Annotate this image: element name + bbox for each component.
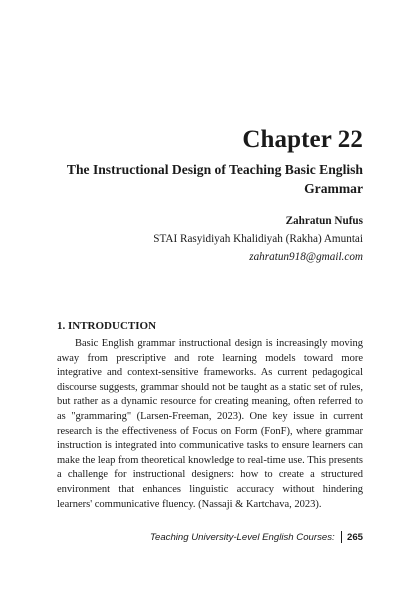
page-footer: [150, 531, 363, 543]
section-heading: 1. INTRODUCTION: [57, 320, 157, 332]
footer-divider: [341, 531, 342, 543]
chapter-subtitle: The Instructional Design of Teaching Basic English Grammar: [66, 162, 363, 196]
author-affiliation: STAI Rasyidiyah Khalidiyah (Rakha) Amuntai: [153, 233, 363, 245]
page-number: 265: [346, 531, 363, 543]
chapter-title: Chapter 22: [242, 126, 363, 153]
author-email: zahratun918@gmail.com: [249, 251, 363, 263]
author-block: [43, 212, 363, 266]
footer-book-title: Teaching University-Level English Courses:: [150, 531, 335, 543]
author-name: Zahratun Nufus: [285, 215, 363, 227]
introduction-paragraph: Basic English grammar instructional design is increasingly moving away from prescriptive and rote learning models toward more integrative and context-sensitive frameworks. As current pedagogical discourse suggests, grammar should not be taught as a static set of rules, but rather as a dynamic resource for creating meaning, often referred to as "grammaring" (Larsen-Freeman, 2023). One key issue in current research is the effectiveness of Focus on Form (FonF), where grammar instruction is integrated into communicative tasks to ensure learners can make the leap from theoretical knowledge to real-time use. This presents a challenge for instructional designers: how to create a structured environment that enhances linguistic accuracy without hindering learners' communicative fluency. (Nassaji & Kartchava, 2023).: [57, 338, 363, 510]
